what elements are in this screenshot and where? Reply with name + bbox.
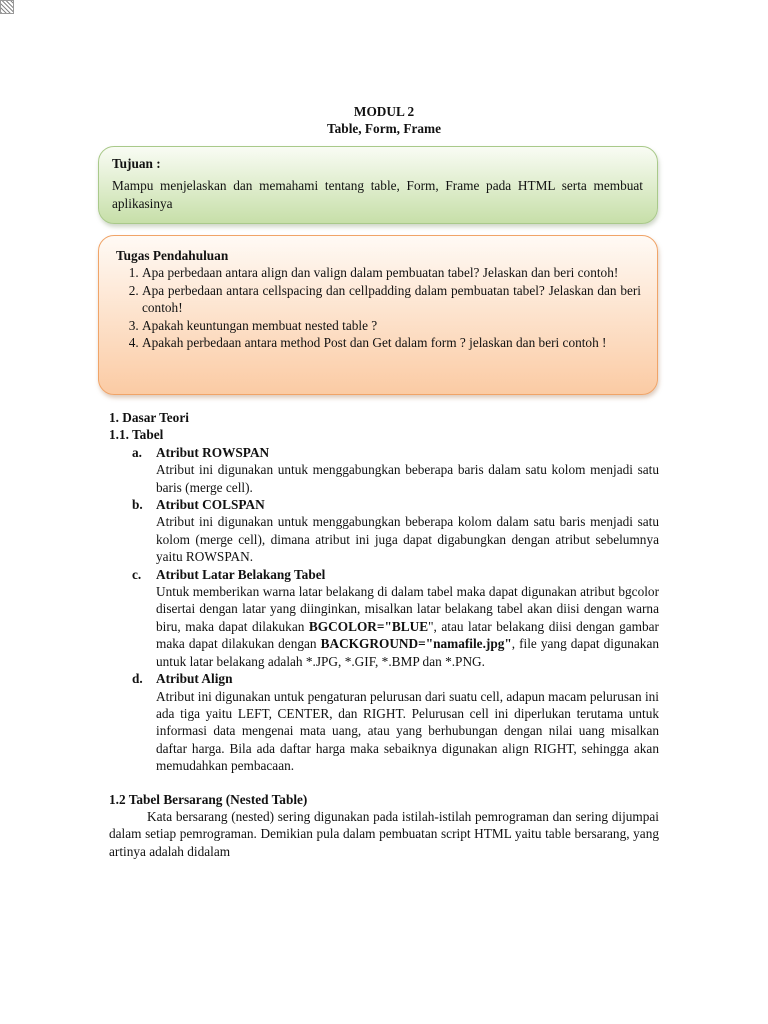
tugas-heading: Tugas Pendahuluan	[116, 248, 229, 263]
item-marker: c.	[132, 566, 142, 582]
module-title: MODUL 2	[353, 104, 415, 119]
main-content	[109, 409, 659, 860]
text-run: ", atau latar belakang diisi dengan gambar maka dapat dilakukan dengan	[156, 618, 659, 652]
text-run: Untuk memberikan warna latar belakang di dalam tabel maka dapat digunakan atribut bgcolor disertai dengan latar yang diinginkan, misalkan latar belakang tabel akan diisi dengan warna biru, maka dapat dilakukan	[156, 584, 659, 634]
item-text: Atribut ini digunakan untuk menggabungkan beberapa kolom dalam satu baris menjadi satu kolom (merge cell), dimana atribut ini juga dapat digabungkan dengan atribut sebelumnya yaitu ROWSPAN.	[156, 514, 659, 565]
item-head	[132, 444, 659, 461]
item-text	[156, 583, 659, 670]
tugas-list	[116, 264, 641, 351]
tujuan-heading: Tujuan :	[112, 156, 161, 171]
list-item: 1. Apa perbedaan antara align dan valign dalam pembuatan tabel? Jelaskan dan beri contoh!	[142, 264, 641, 281]
item-title: Atribut Latar Belakang Tabel	[156, 566, 326, 582]
item-rowspan	[132, 444, 659, 496]
section-heading-dasar-teori: 1. Dasar Teori	[109, 410, 189, 425]
text-run: , file yang dapat digunakan untuk latar belakang adalah *.JPG, *.GIF, *.BMP dan *.PNG.	[156, 636, 660, 669]
item-text: Atribut ini digunakan untuk menggabungkan beberapa baris dalam satu kolom menjadi satu baris (merge cell).	[156, 462, 659, 495]
nested-paragraph: Kata bersarang (nested) sering digunakan pada istilah-istilah pemrograman dan sering dijumpai dalam setiap pemrograman. Demikian pula dalam pembuatan script HTML yaitu table bersarang, yang artinya adalah didalam	[109, 808, 659, 859]
item-latar-belakang	[132, 566, 659, 670]
module-subtitle: Table, Form, Frame	[327, 121, 441, 137]
item-marker: b.	[132, 497, 143, 513]
list-item: 2. Apa perbedaan antara cellspacing dan cellpadding dalam pembuatan tabel? Jelaskan dan beri contoh!	[142, 282, 641, 317]
item-text: Atribut ini digunakan untuk pengaturan pelurusan dari suatu cell, adapun macam pelurusan ini ada tiga yaitu LEFT, CENTER, dan RIGHT. Pelurusan cell ini diperlukan terutama untuk informasi data mengenai mata uang, atau yang berhubungan dengan nilai uang misalkan daftar harga. Bila ada daftar harga maka sebaiknya digunakan align RIGHT, sehingga akan memudahkan pembacaan.	[156, 688, 659, 774]
code-background: BACKGROUND="namafile.jpg"	[320, 636, 512, 652]
list-item: 4. Apakah perbedaan antara method Post dan Get dalam form ? jelaskan dan beri contoh !	[142, 334, 641, 351]
item-head	[132, 496, 659, 513]
tujuan-text: Mampu menjelaskan dan memahami tentang table, Form, Frame pada HTML serta membuat aplikasinya	[112, 178, 643, 211]
item-title: Atribut Align	[156, 671, 233, 687]
list-item: 3. Apakah keuntungan membuat nested table ?	[142, 317, 641, 334]
item-marker: d.	[132, 671, 143, 687]
item-title: Atribut COLSPAN	[156, 497, 265, 513]
item-colspan	[132, 496, 659, 566]
tujuan-box	[98, 146, 658, 224]
page-title	[0, 103, 768, 138]
section-heading-nested: 1.2 Tabel Bersarang (Nested Table)	[109, 791, 308, 807]
item-marker: a.	[132, 444, 142, 460]
corner-mark-icon	[0, 0, 14, 14]
item-head	[132, 566, 659, 583]
item-align	[132, 670, 659, 774]
item-head	[132, 670, 659, 687]
item-title: Atribut ROWSPAN	[156, 444, 270, 460]
section-heading-tabel: 1.1. Tabel	[109, 427, 164, 443]
tugas-box	[98, 235, 658, 395]
code-bgcolor: BGCOLOR="BLUE	[308, 618, 429, 634]
nested-section	[109, 791, 659, 861]
